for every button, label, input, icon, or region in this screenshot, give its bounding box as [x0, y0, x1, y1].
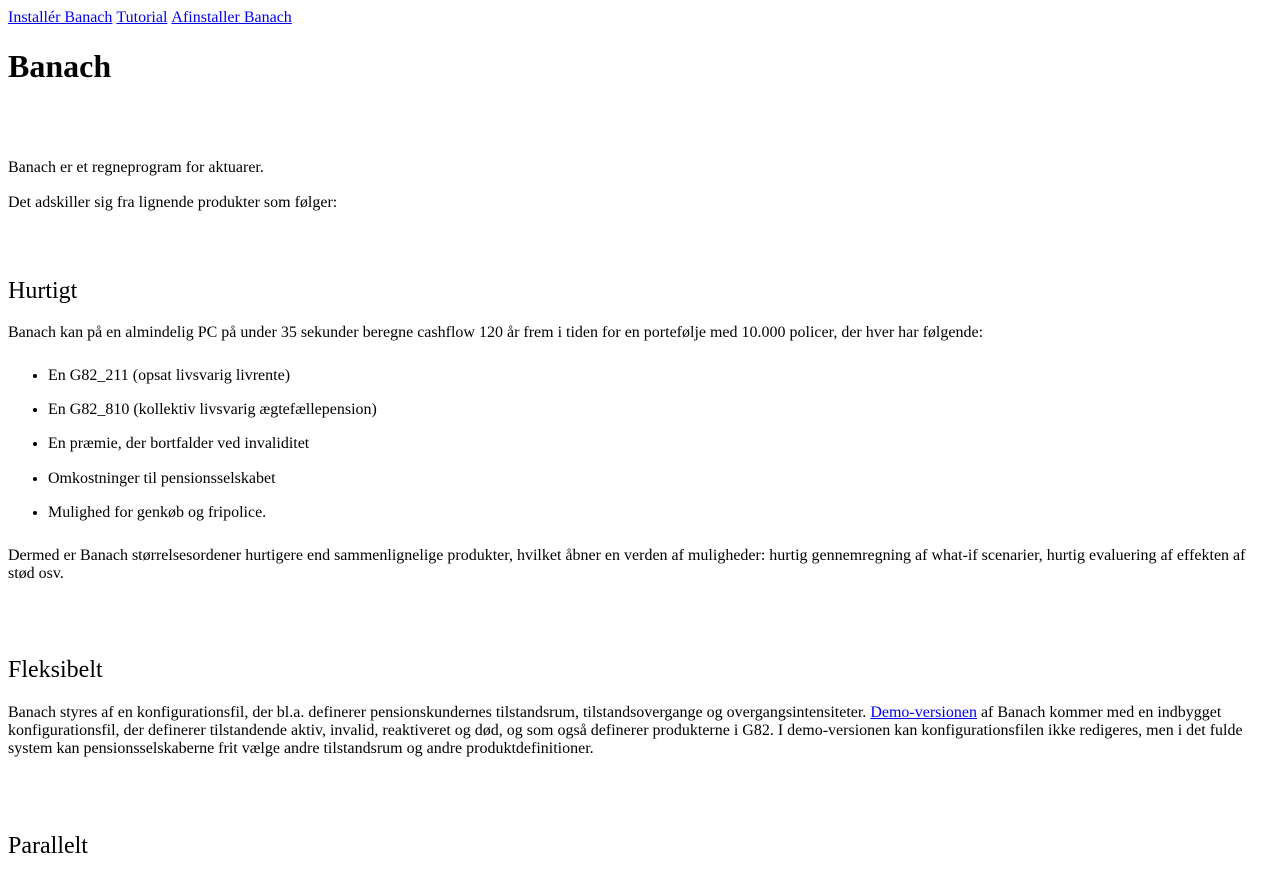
intro-paragraph-2: Det adskiller sig fra lignende produkter som følger: — [8, 193, 338, 211]
title-spacer — [8, 105, 1272, 143]
hurtigt-bullet-list — [8, 359, 1272, 531]
demo-version-link[interactable]: Demo-versionen — [870, 703, 977, 721]
hurtigt-closing-text: Dermed er Banach størrelsesordener hurtigere end sammenlignelige produkter, hvilket åbner en verden af muligheder: hurtig gennemregning af what-if scenarier, hurtig evaluering af effekten af stød osv. — [8, 546, 1246, 582]
section-spacer-2 — [8, 599, 1272, 637]
nav-link-install[interactable]: Installér Banach — [8, 9, 113, 26]
section-heading-parallelt: Parallelt — [8, 832, 88, 859]
fleksibelt-text-part-2: af Banach kommer med en indbygget konfigurationsfil, der definerer tilstandende aktiv, invalid, reaktiveret og død, og som også definerer produkterne i G82. I demo-versionen kan konfigurationsfilen ikke redigeres, men i det fulde system kan pensionsselskaberne frit vælge andre tilstandsrum og andre produktdefinitioner. — [8, 703, 1243, 758]
list-item: • En præmie, der bortfalder ved invaliditet — [48, 427, 1272, 461]
fleksibelt-paragraph — [8, 704, 1272, 759]
fleksibelt-text-part-1: Banach styres af en konfigurationsfil, der bl.a. definerer pensionskundernes tilstandsrum, tilstandsovergange og overgangsintensiteter. — [8, 703, 871, 721]
hurtigt-lead-text: Banach kan på en almindelig PC på under 35 sekunder beregne cashflow 120 år frem i tiden for en portefølje med 10.000 policer, der hver har følgende: — [8, 324, 984, 342]
list-item: • En G82_211 (opsat livsvarig livrente) — [48, 359, 1272, 393]
section-heading-fleksibelt: Fleksibelt — [8, 657, 103, 684]
section-spacer-3 — [8, 775, 1272, 813]
list-item: • Omkostninger til pensionsselskabet — [48, 462, 1272, 496]
section-spacer-1 — [8, 228, 1272, 258]
list-item: • En G82_810 (kollektiv livsvarig ægtefællepension) — [48, 393, 1272, 427]
list-item: • Mulighed for genkøb og fripolice. — [48, 496, 1272, 530]
top-navigation — [8, 8, 1272, 27]
nav-link-uninstall[interactable]: Afinstaller Banach — [171, 9, 292, 26]
nav-link-tutorial[interactable]: Tutorial — [116, 9, 168, 26]
intro-paragraph-1: Banach er et regneprogram for aktuarer. — [8, 159, 264, 177]
page-title: Banach — [8, 47, 112, 84]
section-heading-hurtigt: Hurtigt — [8, 277, 78, 304]
